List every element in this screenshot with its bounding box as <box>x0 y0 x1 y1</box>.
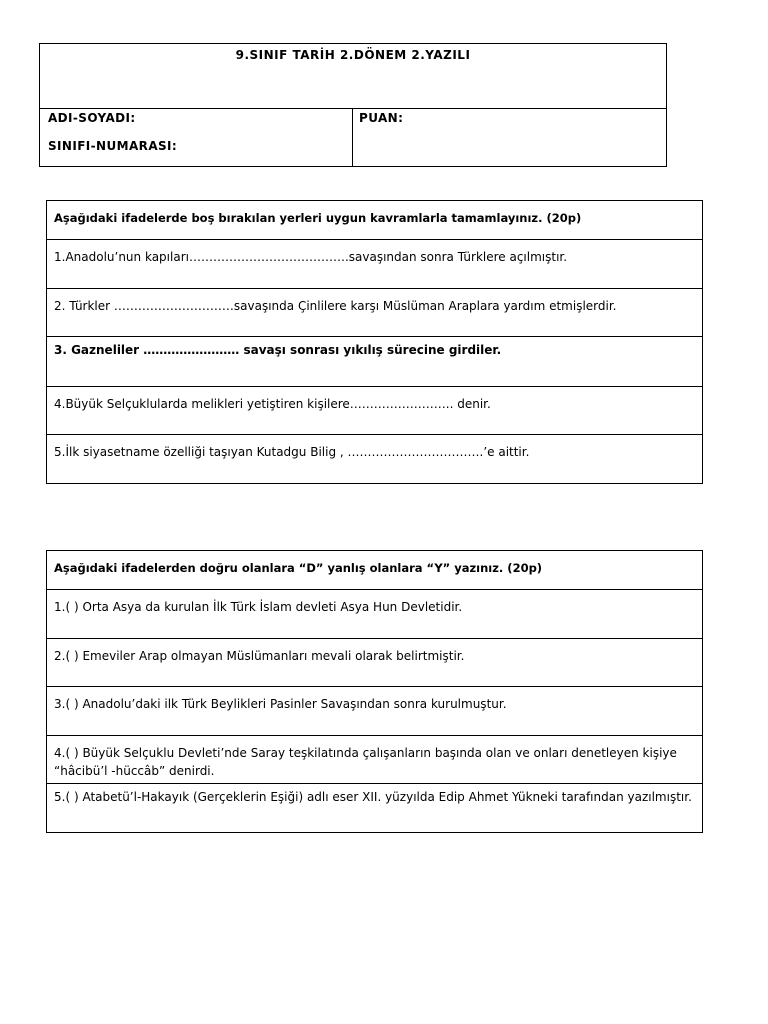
fill-question-2: 2. Türkler …………………………savaşında Çinlilere karşı Müslüman Araplara yardım etmişlerdir. <box>47 289 703 337</box>
exam-title: 9.SINIF TARİH 2.DÖNEM 2.YAZILI <box>235 48 471 62</box>
exam-header <box>39 43 667 167</box>
fill-in-blanks-table <box>46 200 703 484</box>
header-vertical-divider <box>352 108 353 167</box>
class-number-label: SINIFI-NUMARASI: <box>48 139 178 153</box>
fill-in-blanks-title: Aşağıdaki ifadelerde boş bırakılan yerleri uygun kavramlarla tamamlayınız. (20p) <box>47 201 703 240</box>
true-false-table <box>46 550 703 833</box>
tf-question-4: 4.( ) Büyük Selçuklu Devleti’nde Saray teşkilatında çalışanların başında olan ve onları denetleyen kişiye “hâcibü’l -hüccâb” denirdi. <box>47 736 703 784</box>
header-divider <box>39 108 667 109</box>
tf-question-5: 5.( ) Atabetü’l-Hakayık (Gerçeklerin Eşiği) adlı eser XII. yüzyılda Edip Ahmet Yükneki tarafından yazılmıştır. <box>47 784 703 833</box>
tf-question-1: 1.( ) Orta Asya da kurulan İlk Türk İslam devleti Asya Hun Devletidir. <box>47 590 703 639</box>
score-label: PUAN: <box>359 111 404 125</box>
fill-question-5: 5.İlk siyasetname özelliği taşıyan Kutadgu Bilig , …………………………….’e aittir. <box>47 435 703 484</box>
name-label: ADI-SOYADI: <box>48 111 136 125</box>
true-false-title: Aşağıdaki ifadelerden doğru olanlara “D” yanlış olanlara “Y” yazınız. (20p) <box>47 551 703 590</box>
fill-question-1: 1.Anadolu’nun kapıları………………………………….savaşından sonra Türklere açılmıştır. <box>47 240 703 289</box>
tf-question-3: 3.( ) Anadolu’daki ilk Türk Beylikleri Pasinler Savaşından sonra kurulmuştur. <box>47 687 703 736</box>
tf-question-2: 2.( ) Emeviler Arap olmayan Müslümanları mevali olarak belirtmiştir. <box>47 639 703 687</box>
fill-question-3: 3. Gazneliler …………………… savaşı sonrası yıkılış sürecine girdiler. <box>47 337 703 387</box>
fill-question-4: 4.Büyük Selçuklularda melikleri yetiştiren kişilere…………………….. denir. <box>47 387 703 435</box>
